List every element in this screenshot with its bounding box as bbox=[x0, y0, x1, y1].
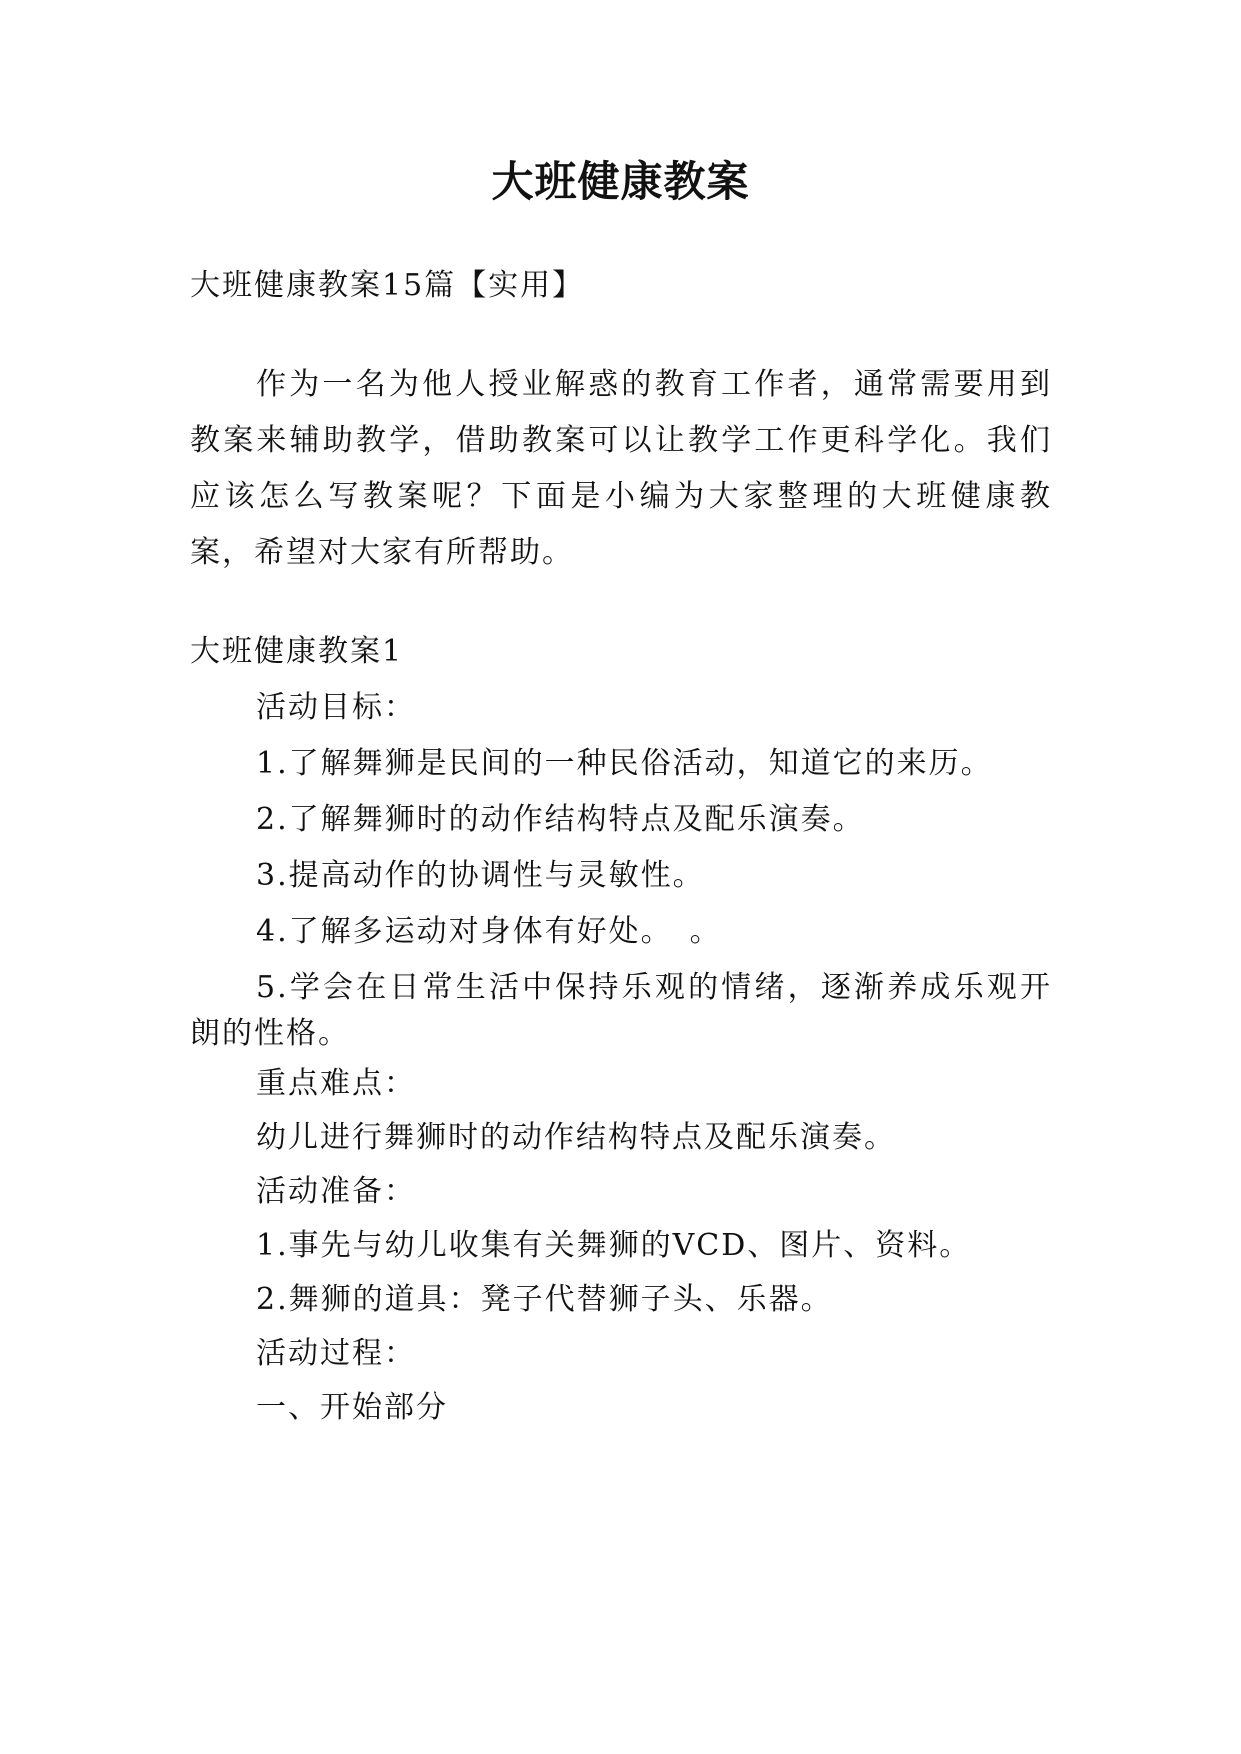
body-line-prep-1: 1.事先与幼儿收集有关舞狮的VCD、图片、资料。 bbox=[256, 1228, 972, 1263]
document-title: 大班健康教案 bbox=[491, 157, 750, 206]
body-line-key-points: 重点难点： bbox=[256, 1066, 416, 1101]
intro-line-3: 应该怎么写教案呢？下面是小编为大家整理的大班健康教 bbox=[190, 479, 1052, 514]
body-line-goal-5: 5.学会在日常生活中保持乐观的情绪，逐渐养成乐观开 bbox=[256, 970, 1052, 1005]
body-line-activity-goals: 活动目标： bbox=[256, 690, 416, 725]
body-line-goal-3: 3.提高动作的协调性与灵敏性。 bbox=[256, 858, 705, 893]
body-line-goal-5-cont: 朗的性格。 bbox=[190, 1016, 350, 1051]
body-line-prep-2: 2.舞狮的道具：凳子代替狮子头、乐器。 bbox=[256, 1282, 833, 1317]
body-line-process-part-1: 一、开始部分 bbox=[256, 1390, 448, 1425]
intro-line-1: 作为一名为他人授业解惑的教育工作者，通常需要用到 bbox=[256, 367, 1052, 402]
section-heading: 大班健康教案1 bbox=[190, 634, 404, 669]
body-line-goal-1: 1.了解舞狮是民间的一种民俗活动，知道它的来历。 bbox=[256, 746, 993, 781]
body-line-goal-2: 2.了解舞狮时的动作结构特点及配乐演奏。 bbox=[256, 802, 865, 837]
intro-line-2: 教案来辅助教学，借助教案可以让教学工作更科学化。我们 bbox=[190, 423, 1052, 458]
body-line-process: 活动过程： bbox=[256, 1336, 416, 1371]
body-line-goal-4: 4.了解多运动对身体有好处。 。 bbox=[256, 914, 722, 949]
body-line-preparation: 活动准备： bbox=[256, 1174, 416, 1209]
body-line-key-points-text: 幼儿进行舞狮时的动作结构特点及配乐演奏。 bbox=[256, 1120, 896, 1155]
intro-line-4: 案，希望对大家有所帮助。 bbox=[190, 535, 574, 570]
document-subtitle: 大班健康教案15篇【实用】 bbox=[190, 268, 585, 303]
